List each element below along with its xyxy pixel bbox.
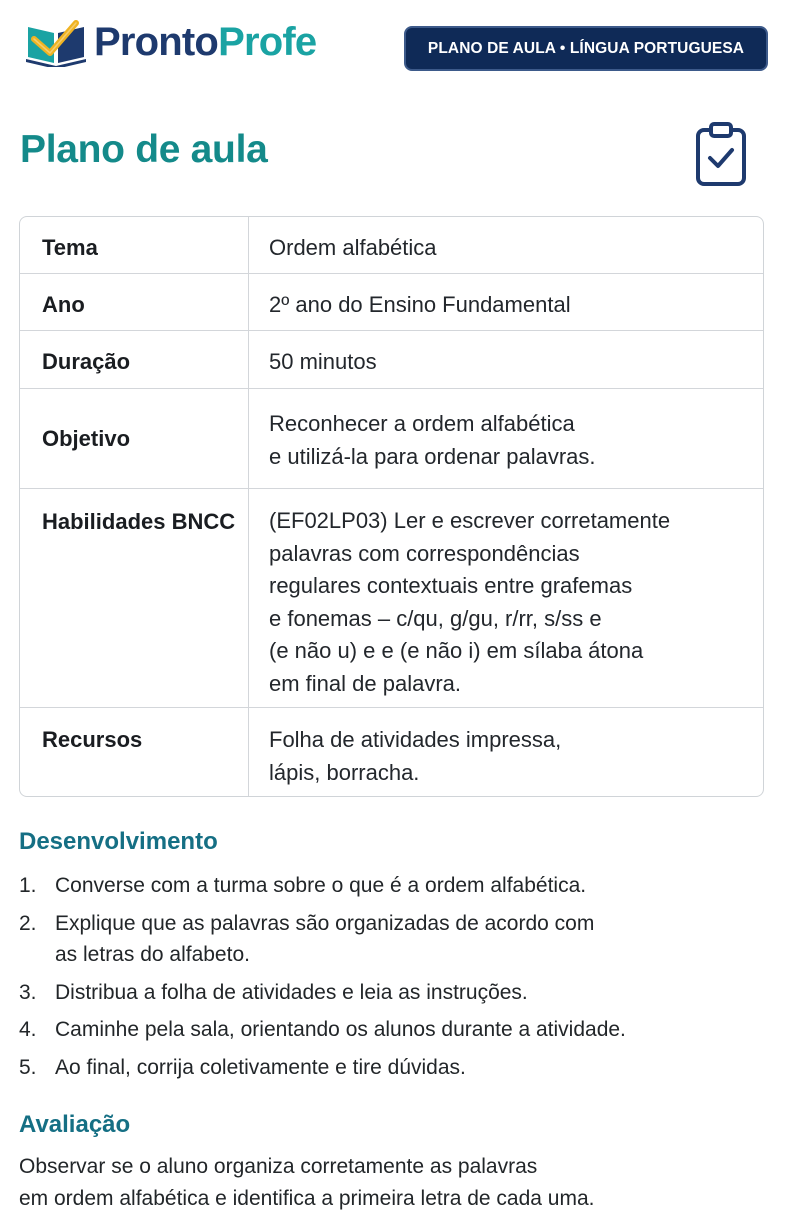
list-item: [19, 1052, 759, 1084]
row-value: Ordem alfabética: [269, 235, 437, 260]
row-label: Habilidades BNCC: [42, 509, 236, 534]
step-text: Caminhe pela sala, orientando os alunos durante a atividade.: [55, 1018, 626, 1041]
table-row-recursos: [20, 708, 763, 797]
book-logo-icon: [24, 17, 88, 67]
list-item: [19, 870, 759, 902]
brand-name: [94, 22, 316, 62]
subject-badge: PLANO DE AULA • LÍNGUA PORTUGUESA: [404, 26, 768, 71]
list-item: [19, 1014, 759, 1046]
row-label: Tema: [42, 235, 98, 260]
lesson-info-table: [19, 216, 764, 797]
table-row-ano: [20, 274, 763, 331]
row-label: Recursos: [42, 727, 143, 752]
row-label: Duração: [42, 349, 131, 374]
table-row-duracao: [20, 331, 763, 389]
page-title: Plano de aula: [20, 128, 268, 171]
step-number: 5.: [19, 1055, 37, 1079]
list-item: [19, 977, 759, 1009]
development-steps-list: [19, 870, 759, 1089]
row-value: (EF02LP03) Ler e escrever corretamente palavras com correspondências regulares contextuais entre grafemas e fonemas – c/qu, g/gu, r/rr, s/ss e (e não u) e e (e não i) em sílaba átona em final de palavra.: [269, 508, 671, 696]
development-heading: Desenvolvimento: [19, 828, 218, 855]
table-row-objetivo: [20, 389, 763, 489]
step-text: Explique que as palavras são organizadas de acordo com as letras do alfabeto.: [55, 911, 595, 966]
step-text: Converse com a turma sobre o que é a ordem alfabética.: [55, 874, 587, 897]
row-value: 2º ano do Ensino Fundamental: [269, 292, 571, 317]
row-label: Objetivo: [42, 426, 131, 451]
step-number: 4.: [19, 1018, 37, 1041]
evaluation-heading: Avaliação: [19, 1111, 131, 1138]
clipboard-check-icon: [694, 122, 748, 188]
brand-logo[interactable]: [24, 14, 316, 70]
row-value: Folha de atividades impressa, lápis, borracha.: [269, 727, 562, 785]
step-number: 3.: [19, 980, 37, 1004]
table-row-habilidades: [20, 489, 763, 708]
row-label: Ano: [42, 292, 85, 317]
page-header: [0, 0, 786, 100]
step-text: Ao final, corrija coletivamente e tire dúvidas.: [55, 1055, 466, 1079]
evaluation-text: Observar se o aluno organiza corretamente as palavras em ordem alfabética e identifica a primeira letra de cada uma.: [19, 1155, 595, 1210]
row-value: 50 minutos: [269, 349, 377, 374]
step-number: 2.: [19, 911, 37, 935]
row-value: Reconhecer a ordem alfabética e utilizá-la para ordenar palavras.: [269, 411, 596, 469]
brand-name-part1: Pronto: [94, 20, 219, 64]
table-row-tema: [20, 217, 763, 274]
list-item: [19, 908, 759, 971]
brand-name-part2: Profe: [218, 20, 317, 64]
step-number: 1.: [19, 874, 37, 897]
step-text: Distribua a folha de atividades e leia as instruções.: [55, 980, 528, 1004]
